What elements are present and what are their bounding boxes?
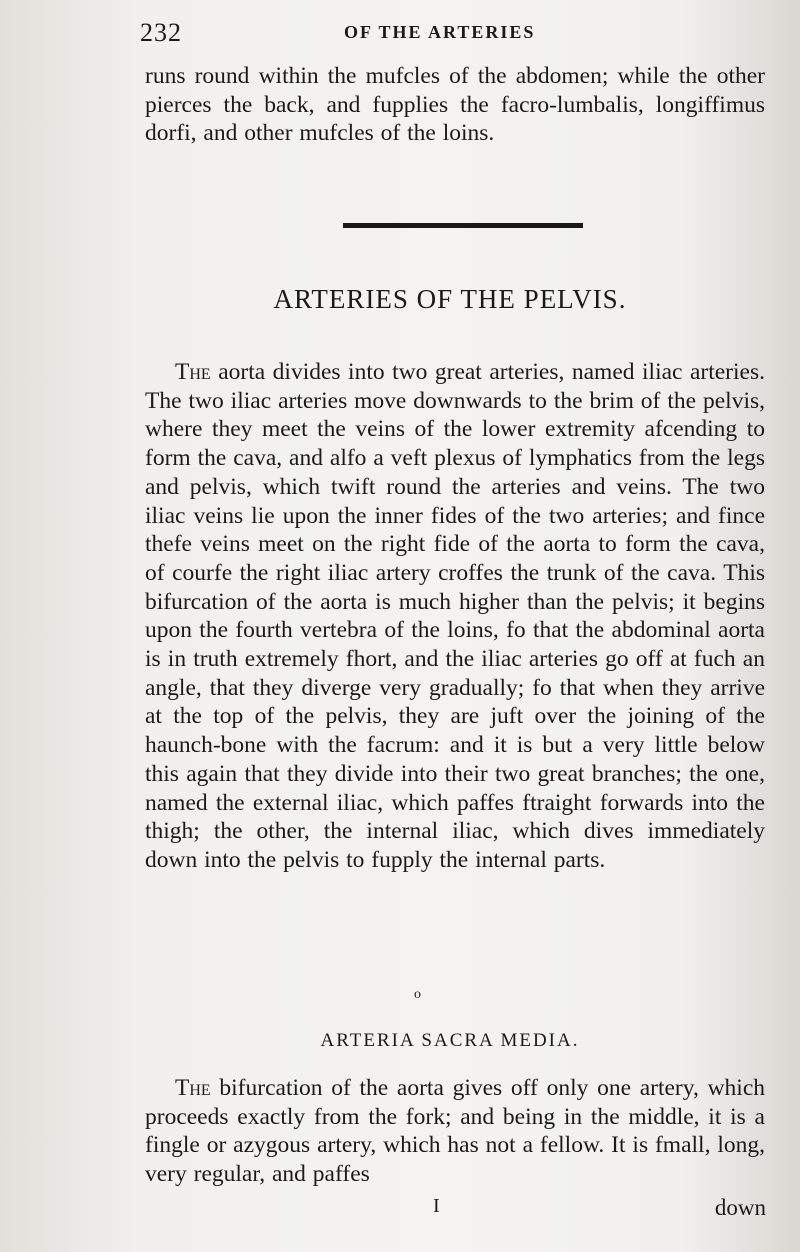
ornament-mark: o [414, 987, 421, 1002]
section-divider-rule [343, 223, 583, 228]
subsection-heading: ARTERIA SACRA MEDIA. [320, 1030, 580, 1051]
lead-word: The [175, 1075, 211, 1101]
signature-mark: I [433, 1195, 440, 1217]
section-paragraph-text: aorta divides into two great arteries, named iliac arteries. The two iliac arteries move downwards to the brim of the pelvis, where they meet the veins of the lower extremity afcending to form the cava, and alfo a veft plexus of lymphatics from the legs and pelvis, which twift round the arteries and veins. The two iliac veins lie upon the inner fides of the two arteries; and fince thefe veins meet on the right fide of the aorta to form the cava, of courfe the right iliac artery croffes the trunk of the cava. This bifurcation of the aorta is much higher than the pelvis; it begins upon the fourth vertebra of the loins, fo that the abdominal aorta is in truth extremely fhort, and the iliac arteries go off at fuch an angle, that they diverge very gradually; fo that when they arrive at the top of the pelvis, they are juft over the joining of the haunch-bone with the facrum: and it is but a very little below this again that they divide into their two great branches; the one, named the external iliac, which paffes ftraight forwards into the thigh; the other, the internal iliac, which dives immediately down into the pelvis to fupply the internal parts. [145, 359, 765, 873]
section-heading: ARTERIES OF THE PELVIS. [273, 284, 627, 314]
running-head [140, 18, 750, 54]
catchword: down [714, 1195, 766, 1220]
page-number: 232 [140, 18, 182, 47]
subsection-paragraph-text: bifurcation of the aorta gives off only one artery, which proceeds exactly from the fork; and being in the middle, it is a fingle or azygous artery, which has not a fellow. It is fmall, long, very regular, and paffes [145, 1075, 765, 1188]
subsection-paragraph [145, 1074, 765, 1189]
lead-word: The [175, 359, 211, 385]
section-paragraph [145, 358, 765, 875]
paragraph-continued: runs round within the mufcles of the abdomen; while the other pierces the back, and fupplies the facro-lumbalis, longiffimus dorfi, and other mufcles of the loins. [145, 63, 765, 147]
running-title: OF THE ARTERIES [344, 22, 536, 42]
